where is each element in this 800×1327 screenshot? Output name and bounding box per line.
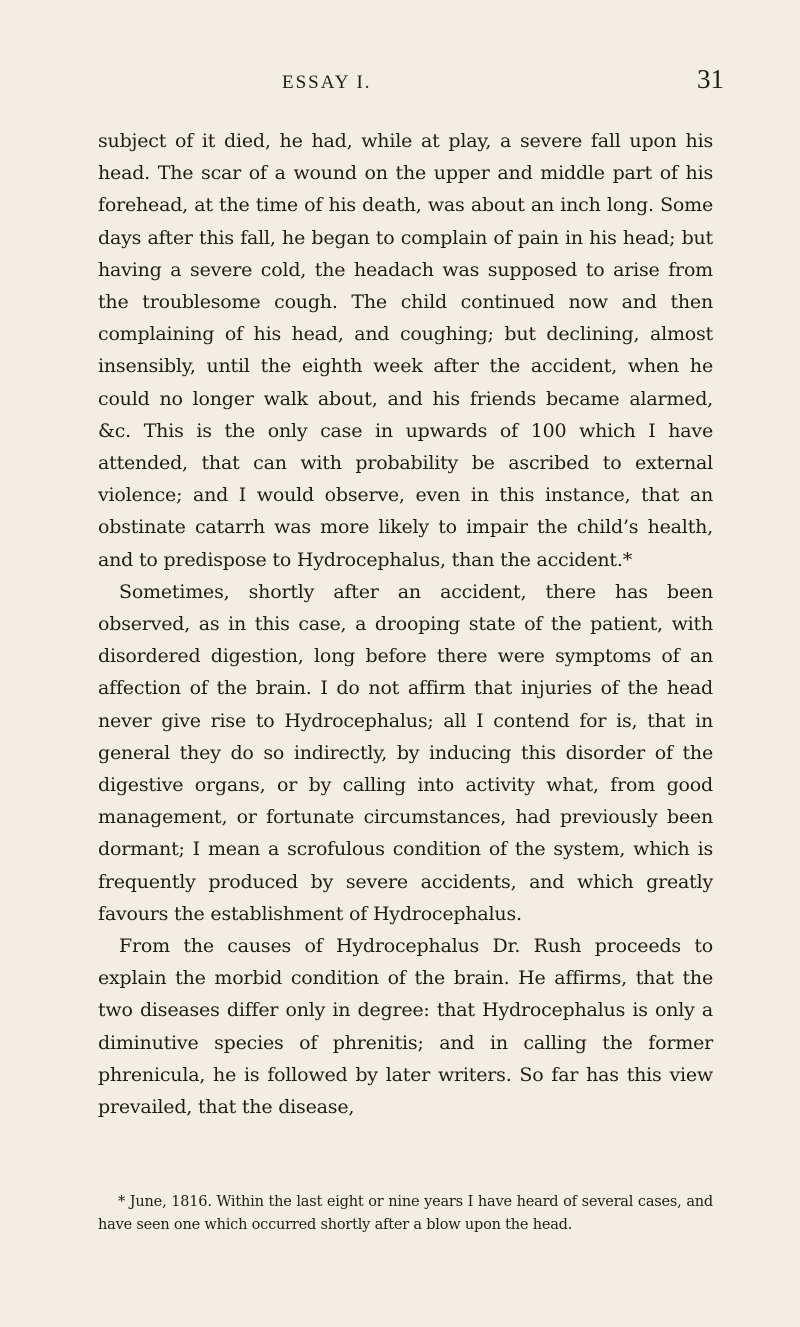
paragraph-dr-rush: From the causes of Hydrocephalus Dr. Rush proceeds to explain the morbid condition of the brain. He affirms, that the two diseases differ only in degree: that Hydrocephalus is only a diminutive species of phrenitis; and in calling the former phrenicula, he is followed by later writers. So far has this view prevailed, that the disease, (98, 935, 713, 1119)
page-number: 31 (697, 64, 724, 94)
running-head-title: ESSAY I. (282, 72, 372, 93)
paragraph-accidents: Sometimes, shortly after an accident, there has been observed, as in this case, a drooping state of the patient, with disordered digestion, long before there were symptoms of an affection of the brain. I do not affirm that injuries of the head never give rise to Hydrocephalus; all I contend for is, that in general they do so indirectly, by inducing this disorder of the digestive organs, or by calling into activity what, from good management, or fortunate circumstances, had previously been dormant; I mean a scrofulous condition of the system, which is frequently produced by severe accidents, and which greatly favours the establishment of Hydrocephalus. (98, 580, 713, 925)
paragraph-continuation: subject of it died, he had, while at play, a severe fall upon his head. The scar of a wound on the upper and middle part of his forehead, at the time of his death, was about an inch long. Some days after this fall, he began to complain of pain in his head; but having a severe cold, the headach was supposed to arise from the troublesome cough. The child continued now and then complaining of his head, and coughing; but declining, almost insensibly, until the eighth week after the accident, when he could no longer walk about, and his friends became alarmed, &c. This is the only case in upwards of 100 which I have attended, that can with probability be ascribed to external violence; and I would observe, even in this instance, that an obstinate catarrh was more likely to impair the child’s health, and to predispose to Hydrocephalus, than the accident.* (98, 130, 713, 571)
footnote: * June, 1816. Within the last eight or nine years I have heard of several cases, and have seen one which occurred shortly after a blow upon the head. (98, 1194, 713, 1233)
running-head (0, 58, 800, 98)
body-text (98, 125, 713, 1123)
